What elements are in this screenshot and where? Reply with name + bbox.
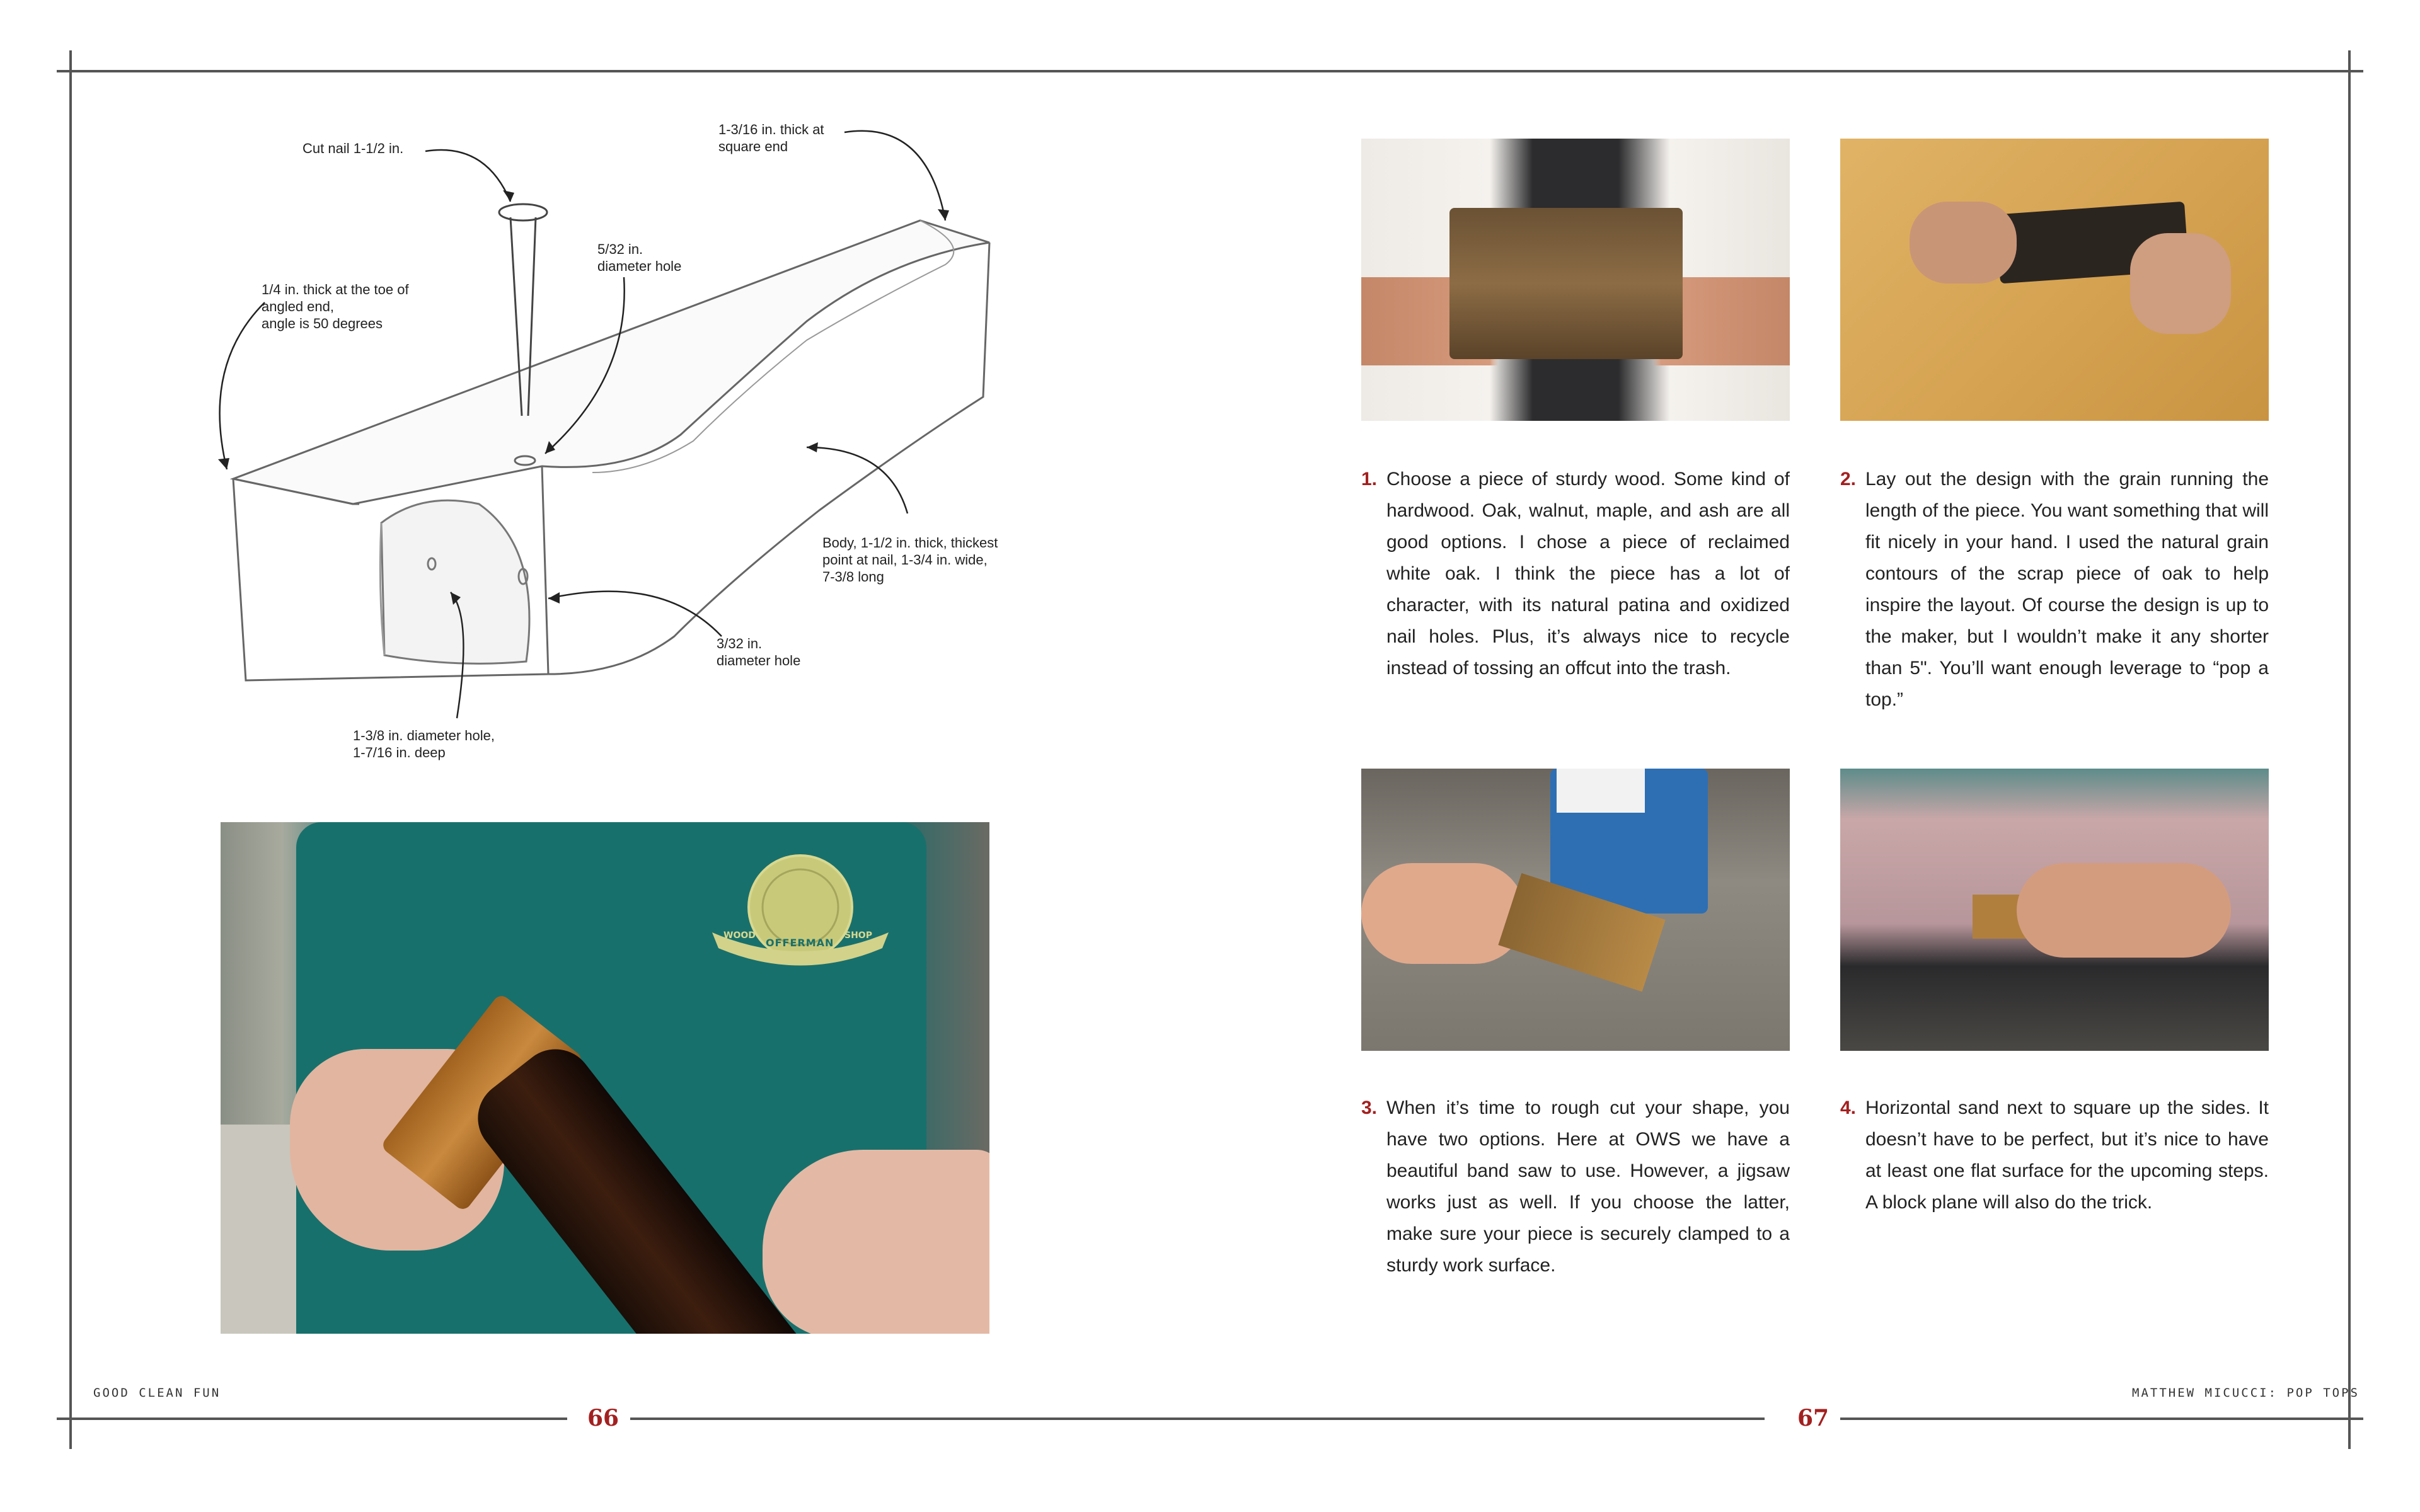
step-3-hand xyxy=(1361,863,1525,964)
callout-thickness-square-end: 1-3/16 in. thick at square end xyxy=(718,122,824,154)
step-2-hand-right xyxy=(2130,233,2231,334)
step-3-blade-housing xyxy=(1557,769,1645,813)
step-3 xyxy=(1361,1092,1790,1281)
step-4-text: Horizontal sand next to square up the sides. It doesn’t have to be perfect, but it’s nice to have at least one flat surface for the upcoming steps. A block plane will also do the trick. xyxy=(1865,1097,2269,1213)
callout-hole-3-32: 3/32 in. diameter hole xyxy=(717,636,801,668)
callout-toe-angle: 1/4 in. thick at the toe of angled end, angle is 50 degrees xyxy=(262,282,409,331)
step-1-photo xyxy=(1361,139,1790,421)
step-3-text: When it’s time to rough cut your shape, you have two options. Here at OWS we have a beautiful band saw to use. However, a jigsaw works just as well. If you choose the latter, make sure your piece is securely clamped to a sturdy work surface. xyxy=(1386,1097,1790,1276)
step-2-photo xyxy=(1840,139,2269,421)
shirt-logo-icon xyxy=(700,838,901,983)
step-2 xyxy=(1840,464,2269,716)
step-2-number: 2. xyxy=(1840,469,1857,490)
shirt-logo-right: SHOP xyxy=(844,931,872,941)
step-4-number: 4. xyxy=(1840,1097,1857,1118)
callout-body: Body, 1-1/2 in. thick, thickest point at nail, 1-3/4 in. wide, 7-3/8 long xyxy=(822,535,998,585)
frame-bottom-line-middle xyxy=(630,1418,1765,1420)
shirt-logo-left: WOOD xyxy=(723,931,756,941)
step-2-hand-left xyxy=(1910,202,2017,284)
right-hand xyxy=(763,1150,989,1334)
callout-hole-1-3-8: 1-3/8 in. diameter hole, 1-7/16 in. deep xyxy=(353,728,495,760)
running-head-right: MATTHEW MICUCCI: POP TOPS xyxy=(2132,1386,2360,1400)
bottle-opener-diagram xyxy=(189,113,1071,775)
step-3-photo xyxy=(1361,769,1790,1051)
page-number-right: 67 xyxy=(1797,1405,1829,1431)
photo-opening-bottle xyxy=(221,822,989,1334)
shirt-logo-top: OFFERMAN xyxy=(766,937,834,949)
frame-right-line xyxy=(2348,50,2351,1449)
step-3-number: 3. xyxy=(1361,1097,1378,1118)
step-1-number: 1. xyxy=(1361,469,1378,490)
frame-bottom-line-right xyxy=(1840,1418,2363,1420)
frame-top-line xyxy=(57,70,2363,72)
step-1-wood-block xyxy=(1449,208,1683,359)
step-4 xyxy=(1840,1092,2269,1218)
callout-hole-5-32: 5/32 in. diameter hole xyxy=(597,241,682,274)
frame-bottom-line-left xyxy=(57,1418,567,1420)
page-number-left: 66 xyxy=(587,1405,619,1431)
callout-cut-nail: Cut nail 1-1/2 in. xyxy=(302,140,404,156)
running-head-left: GOOD CLEAN FUN xyxy=(93,1386,221,1400)
frame-left-line xyxy=(69,50,72,1449)
step-4-photo xyxy=(1840,769,2269,1051)
step-4-hand xyxy=(2017,863,2231,958)
step-1 xyxy=(1361,464,1790,684)
step-2-text: Lay out the design with the grain running the length of the piece. You want something that will fit nicely in your hand. I used the natural grain contours of the scrap piece of oak to help inspire the layout. Of course the design is up to the maker, but I wouldn’t make it any shorter than 5". You’ll want enough leverage to “pop a top.” xyxy=(1865,469,2269,710)
step-1-text: Choose a piece of sturdy wood. Some kind of hardwood. Oak, walnut, maple, and ash are all good options. I chose a piece of reclaimed white oak. I think the piece has a lot of character, with its natural patina and oxidized nail holes. Plus, it’s always nice to recycle instead of tossing an offcut into the trash. xyxy=(1386,469,1790,679)
